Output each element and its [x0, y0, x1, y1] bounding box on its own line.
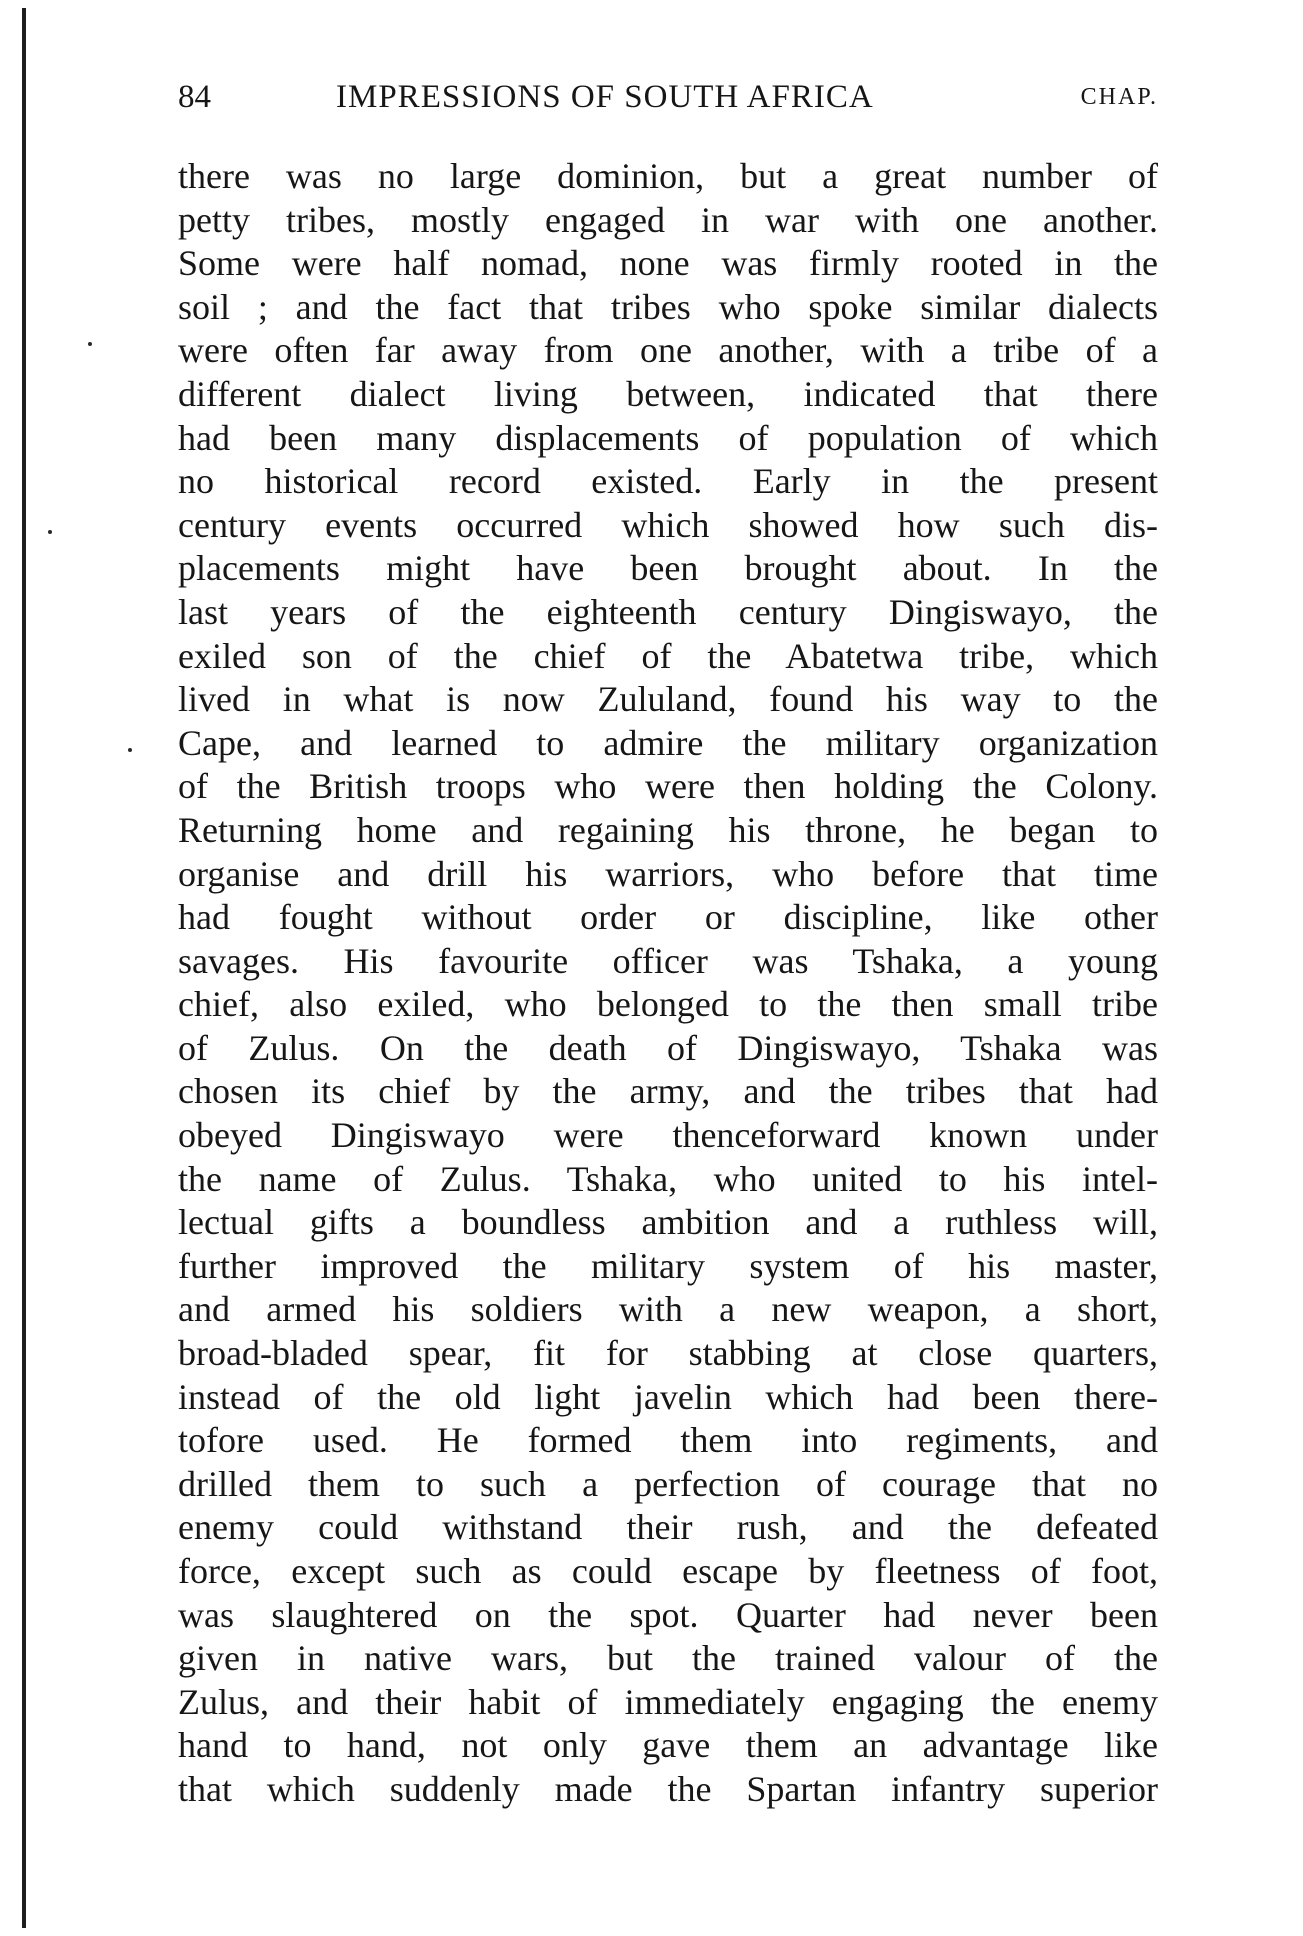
text-line: further improved the military system of his master, [178, 1245, 1158, 1286]
text-line: Some were half nomad, none was firmly rooted in the [178, 243, 1158, 284]
text-line: chief, also exiled, who belonged to the then small tribe [178, 984, 1158, 1025]
text-line: different dialect living between, indicated that there [178, 373, 1158, 414]
text-line: placements might have been brought about. In the [178, 548, 1158, 589]
text-line: had been many displacements of population of which [178, 417, 1158, 458]
text-line: broad-bladed spear, fit for stabbing at close quarters, [178, 1333, 1158, 1374]
text-line: hand to hand, not only gave them an advantage like [178, 1725, 1158, 1766]
text-line: obeyed Dingiswayo were thenceforward known under [178, 1115, 1158, 1156]
text-line: tofore used. He formed them into regiments, and [178, 1420, 1158, 1461]
text-line: had fought without order or discipline, like other [178, 897, 1158, 938]
text-line: no historical record existed. Early in the present [178, 461, 1158, 502]
text-line: Returning home and regaining his throne, he began to [178, 809, 1158, 850]
ink-speck [128, 748, 132, 752]
page-number: 84 [178, 79, 211, 115]
text-line: given in native wars, but the trained valour of the [178, 1638, 1158, 1679]
text-line: organise and drill his warriors, who before that time [178, 853, 1158, 894]
text-line: last years of the eighteenth century Dingiswayo, the [178, 591, 1158, 632]
text-line: Zulus, and their habit of immediately engaging the enemy [178, 1681, 1158, 1722]
text-line: that which suddenly made the Spartan infantry superior [178, 1768, 1158, 1809]
text-line: enemy could withstand their rush, and the defeated [178, 1507, 1158, 1548]
binding-edge-rule [22, 8, 26, 1928]
text-line: drilled them to such a perfection of courage that no [178, 1463, 1158, 1504]
text-line: soil ; and the fact that tribes who spoke similar dialects [178, 286, 1158, 327]
text-line: instead of the old light javelin which had been there- [178, 1376, 1158, 1417]
text-line: of Zulus. On the death of Dingiswayo, Tshaka was [178, 1027, 1158, 1068]
text-line: and armed his soldiers with a new weapon, a short, [178, 1289, 1158, 1330]
text-line: force, except such as could escape by fleetness of foot, [178, 1551, 1158, 1591]
text-line: petty tribes, mostly engaged in war with one another. [178, 199, 1158, 240]
body-paragraph [178, 155, 1158, 1812]
ink-speck [88, 342, 92, 346]
text-line: century events occurred which showed how such dis- [178, 504, 1158, 545]
text-line: lectual gifts a boundless ambition and a ruthless will, [178, 1202, 1158, 1243]
running-title: IMPRESSIONS OF SOUTH AFRICA [336, 79, 874, 115]
running-header [178, 74, 1158, 120]
text-line: lived in what is now Zululand, found his way to the [178, 679, 1158, 720]
text-line: was slaughtered on the spot. Quarter had never been [178, 1594, 1158, 1635]
text-line: of the British troops who were then holding the Colony. [178, 766, 1158, 807]
ink-speck [48, 530, 52, 534]
text-line: savages. His favourite officer was Tshaka, a young [178, 940, 1158, 981]
chapter-label: CHAP. [1080, 84, 1158, 110]
text-line: there was no large dominion, but a great number of [178, 156, 1158, 196]
text-line: Cape, and learned to admire the military organization [178, 722, 1158, 763]
text-line: exiled son of the chief of the Abatetwa tribe, which [178, 635, 1158, 676]
text-line: chosen its chief by the army, and the tribes that had [178, 1071, 1158, 1112]
text-line: the name of Zulus. Tshaka, who united to his intel- [178, 1158, 1158, 1199]
text-line: were often far away from one another, with a tribe of a [178, 330, 1158, 371]
